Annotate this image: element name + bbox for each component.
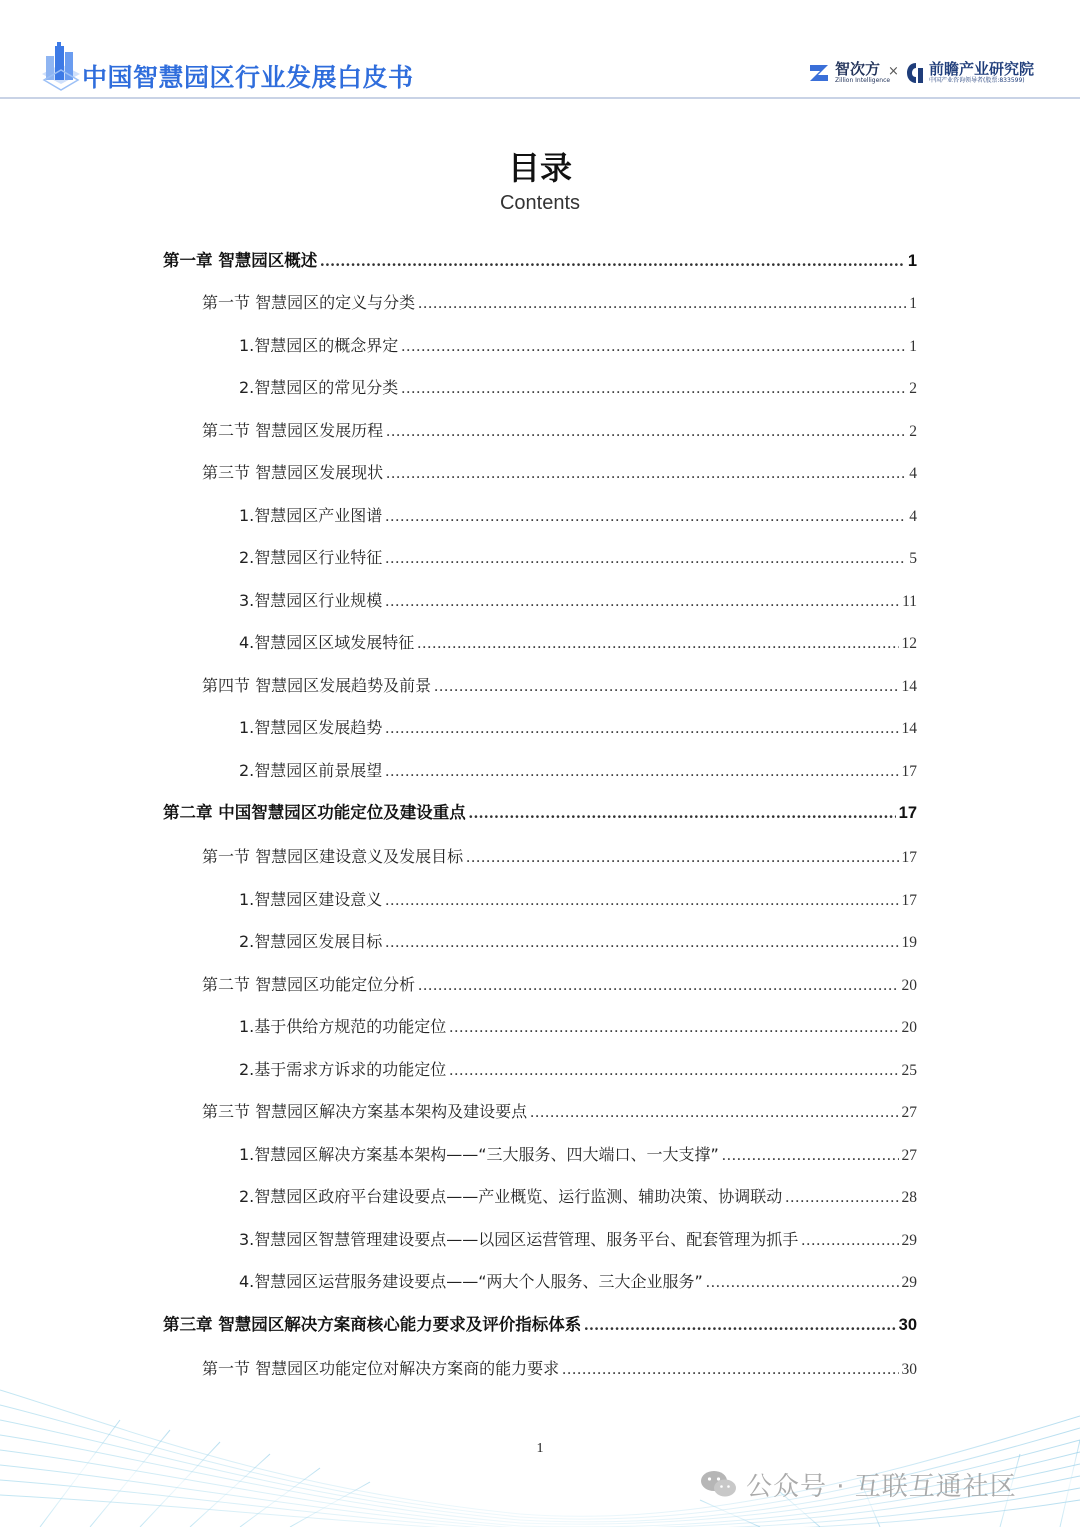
toc-entry-title: 3.智慧园区行业规模 <box>239 591 383 610</box>
toc-entry-level-2[interactable] <box>202 842 917 872</box>
toc-entry-level-3[interactable] <box>239 1267 917 1297</box>
zillion-name: 智次方 <box>835 60 881 78</box>
page-number: 1 <box>536 1441 544 1456</box>
toc-page-number: 17 <box>901 892 917 909</box>
toc-entry-title: 第一节 智慧园区功能定位对解决方案商的能力要求 <box>202 1359 560 1378</box>
toc-page-number: 11 <box>902 593 917 610</box>
toc-page-number: 17 <box>898 804 917 822</box>
toc-entry-title: 1.智慧园区产业图谱 <box>239 506 383 525</box>
toc-entry-title: 1.智慧园区发展趋势 <box>239 718 383 737</box>
wechat-icon <box>700 1469 738 1499</box>
toc-dot-leader <box>801 1226 898 1256</box>
toc-entry-level-2[interactable] <box>202 288 917 318</box>
toc-entry-title: 第三章 智慧园区解决方案商核心能力要求及评价指标体系 <box>163 1315 582 1334</box>
toc-dot-leader <box>418 971 898 1001</box>
toc-page-number: 19 <box>901 934 917 951</box>
toc-page-number: 4 <box>909 508 917 525</box>
toc-entry-level-1[interactable] <box>163 1310 917 1340</box>
zillion-subtitle: Zillion Intelligence <box>835 77 891 84</box>
qianzhan-logo <box>905 58 1034 88</box>
toc-entry-title: 第一章 智慧园区概述 <box>163 251 318 270</box>
toc-dot-leader <box>722 1141 899 1171</box>
toc-entry-level-3[interactable] <box>239 628 917 658</box>
toc-entry-title: 第一节 智慧园区建设意义及发展目标 <box>202 847 464 866</box>
page-header <box>0 0 1080 100</box>
toc-page-number: 4 <box>909 465 917 482</box>
toc-dot-leader <box>706 1268 899 1298</box>
toc-page-number: 27 <box>901 1147 917 1164</box>
toc-dot-leader <box>385 928 898 958</box>
toc-dot-leader <box>785 1183 898 1213</box>
toc-entry-level-3[interactable] <box>239 1140 917 1170</box>
toc-entry-level-2[interactable] <box>202 416 917 446</box>
toc-dot-leader <box>469 798 896 828</box>
toc-page-number: 17 <box>901 763 917 780</box>
toc-entry-title: 4.智慧园区运营服务建设要点——“两大个人服务、三大企业服务” <box>239 1272 703 1291</box>
toc-page-number: 30 <box>898 1316 917 1334</box>
toc-entry-title: 第四节 智慧园区发展趋势及前景 <box>202 676 432 695</box>
toc-dot-leader <box>385 886 898 916</box>
toc-page-number: 20 <box>901 977 917 994</box>
toc-entry-level-3[interactable] <box>239 1012 917 1042</box>
toc-entry-level-3[interactable] <box>239 756 917 786</box>
toc-page-number: 1 <box>907 252 917 270</box>
toc-dot-leader <box>385 502 906 532</box>
toc-entry-title: 第三节 智慧园区发展现状 <box>202 463 384 482</box>
toc-dot-leader <box>449 1013 898 1043</box>
toc-dot-leader <box>386 459 906 489</box>
toc-entry-title: 第二节 智慧园区发展历程 <box>202 421 384 440</box>
toc-dot-leader <box>386 417 906 447</box>
toc-entry-level-3[interactable] <box>239 927 917 957</box>
toc-entry-title: 2.智慧园区政府平台建设要点——产业概览、运行监测、辅助决策、协调联动 <box>239 1187 783 1206</box>
toc-entry-level-3[interactable] <box>239 1182 917 1212</box>
toc-page-number: 2 <box>909 380 917 397</box>
toc-entry-title: 第三节 智慧园区解决方案基本架构及建设要点 <box>202 1102 528 1121</box>
toc-dot-leader <box>385 757 898 787</box>
toc-entry-level-2[interactable] <box>202 1097 917 1127</box>
toc-dot-leader <box>385 587 899 617</box>
toc-entry-title: 2.智慧园区的常见分类 <box>239 378 399 397</box>
toc-entry-level-2[interactable] <box>202 671 917 701</box>
building-logo-icon <box>40 40 82 92</box>
wechat-watermark <box>700 1464 1017 1504</box>
document-title: 中国智慧园区行业发展白皮书 <box>82 63 414 92</box>
toc-entry-title: 1.智慧园区的概念界定 <box>239 336 399 355</box>
toc-title: 目录 <box>507 149 572 187</box>
toc-entry-level-3[interactable] <box>239 331 917 361</box>
toc-entry-level-3[interactable] <box>239 713 917 743</box>
toc-entry-title: 1.智慧园区解决方案基本架构——“三大服务、四大端口、一大支撑” <box>239 1145 719 1164</box>
zillion-mark-icon <box>808 61 832 85</box>
watermark-text: 公众号 · 互联互通社区 <box>746 1471 1017 1502</box>
toc-entry-title: 2.智慧园区行业特征 <box>239 548 383 567</box>
toc-entry-title: 1.智慧园区建设意义 <box>239 890 383 909</box>
toc-page-number: 29 <box>901 1232 917 1249</box>
toc-entry-title: 2.基于需求方诉求的功能定位 <box>239 1060 447 1079</box>
toc-entry-title: 第一节 智慧园区的定义与分类 <box>202 293 416 312</box>
toc-page-number: 14 <box>901 678 917 695</box>
toc-entry-title: 2.智慧园区发展目标 <box>239 932 383 951</box>
toc-entry-title: 4.智慧园区区域发展特征 <box>239 633 415 652</box>
toc-entry-level-1[interactable] <box>163 246 917 276</box>
toc-entry-level-3[interactable] <box>239 586 917 616</box>
toc-page-number: 30 <box>901 1361 917 1378</box>
toc-page-number: 27 <box>901 1104 917 1121</box>
qianzhan-mark-icon <box>905 61 927 85</box>
toc-entry-level-3[interactable] <box>239 1055 917 1085</box>
toc-page-number: 25 <box>901 1062 917 1079</box>
toc-entry-level-2[interactable] <box>202 970 917 1000</box>
toc-entry-title: 3.智慧园区智慧管理建设要点——以园区运营管理、服务平台、配套管理为抓手 <box>239 1230 799 1249</box>
toc-dot-leader <box>466 843 898 873</box>
toc-dot-leader <box>385 714 898 744</box>
toc-entry-level-3[interactable] <box>239 373 917 403</box>
toc-entry-title: 1.基于供给方规范的功能定位 <box>239 1017 447 1036</box>
toc-entry-level-3[interactable] <box>239 501 917 531</box>
toc-dot-leader <box>401 374 906 404</box>
toc-dot-leader <box>401 332 906 362</box>
toc-dot-leader <box>418 289 906 319</box>
toc-entry-title: 第二节 智慧园区功能定位分析 <box>202 975 416 994</box>
toc-entry-title: 第二章 中国智慧园区功能定位及建设重点 <box>163 803 466 822</box>
toc-entry-title: 2.智慧园区前景展望 <box>239 761 383 780</box>
toc-dot-leader <box>417 629 898 659</box>
toc-dot-leader <box>584 1310 895 1340</box>
zillion-logo <box>808 58 890 88</box>
toc-entry-level-3[interactable] <box>239 543 917 573</box>
toc-entry-level-3[interactable] <box>239 1225 917 1255</box>
toc-dot-leader <box>385 544 906 574</box>
toc-entry-level-2[interactable] <box>202 458 917 488</box>
toc-page-number: 2 <box>909 423 917 440</box>
toc-dot-leader <box>449 1056 898 1086</box>
qianzhan-subtitle: 中国产业咨询领导者(股票:833599) <box>929 77 1025 84</box>
toc-subtitle: Contents <box>499 192 581 214</box>
toc-page-number: 1 <box>909 338 917 355</box>
toc-dot-leader <box>320 246 905 276</box>
toc-entry-level-3[interactable] <box>239 885 917 915</box>
toc-page-number: 12 <box>901 635 917 652</box>
toc-dot-leader <box>434 672 898 702</box>
qianzhan-name: 前瞻产业研究院 <box>929 60 1035 78</box>
toc-page-number: 17 <box>901 849 917 866</box>
times-sign: × <box>888 64 899 79</box>
toc-page-number: 29 <box>901 1274 917 1291</box>
toc-page-number: 20 <box>901 1019 917 1036</box>
header-divider <box>0 97 1080 99</box>
toc-entry-level-1[interactable] <box>163 798 917 828</box>
toc-page-number: 5 <box>909 550 917 567</box>
toc-page-number: 14 <box>901 720 917 737</box>
toc-dot-leader <box>530 1098 898 1128</box>
toc-page-number: 28 <box>901 1189 917 1206</box>
toc-page-number: 1 <box>909 295 917 312</box>
